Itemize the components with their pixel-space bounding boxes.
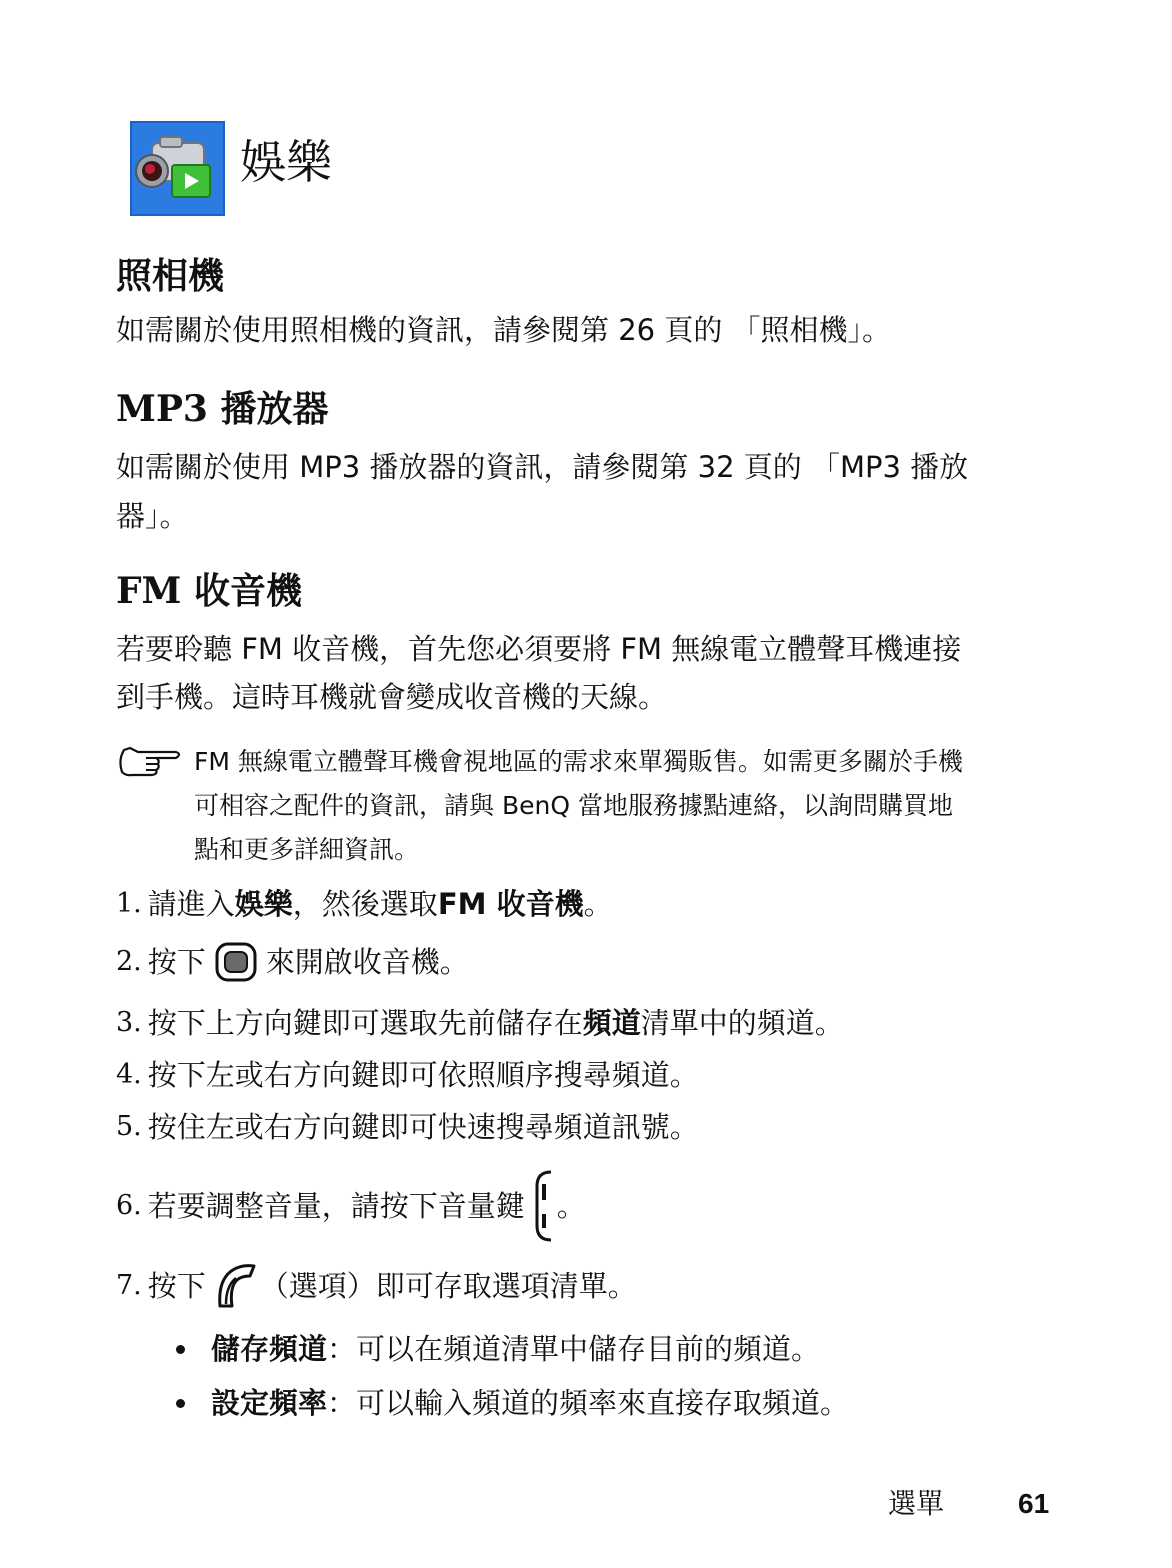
bullet-text: ：可以在頻道清單中儲存目前的頻道。 <box>327 1332 821 1366</box>
camera-play-icon <box>130 121 225 216</box>
step-text: ，然後選取 <box>292 887 438 921</box>
heading-latin: MP3 <box>116 388 208 430</box>
step-text: 清單中的頻道。 <box>640 1006 844 1040</box>
bullet-term: 儲存頻道 <box>211 1332 328 1366</box>
step-3 <box>116 1001 844 1045</box>
step-5 <box>116 1105 699 1149</box>
note-line: 可相容之配件的資訊，請與 BenQ 當地服務據點連絡，以詢問購買地 <box>194 791 953 820</box>
volume-key-icon <box>533 1170 555 1242</box>
step-number: 1. <box>116 888 142 919</box>
step-number: 4. <box>116 1059 142 1090</box>
step-6 <box>116 1170 586 1242</box>
heading-rest: 收音機 <box>181 571 302 612</box>
section-heading-fm <box>116 569 302 614</box>
step-number: 5. <box>116 1111 142 1142</box>
step-bold: 娛樂 <box>234 887 293 921</box>
bullet-text: ：可以輸入頻道的頻率來直接存取頻道。 <box>327 1386 850 1420</box>
bullet-dot <box>176 1399 185 1408</box>
step-text: 按住左或右方向鍵即可快速搜尋頻道訊號。 <box>147 1110 699 1144</box>
heading-rest: 播放器 <box>207 389 329 430</box>
bullet-term: 設定頻率 <box>211 1386 328 1420</box>
step-text: 。 <box>583 887 613 921</box>
pointing-hand-icon <box>116 742 184 778</box>
bullet-dot <box>176 1345 185 1354</box>
footer-section-label: 選單 <box>888 1487 945 1520</box>
heading-latin: FM <box>116 570 182 612</box>
step-number: 2. <box>116 946 142 977</box>
section-body-camera: 如需關於使用照相機的資訊，請參閱第 26 頁的 「照相機」。 <box>116 313 892 347</box>
step-text: 來開啟收音機。 <box>265 945 469 979</box>
bullet-item <box>170 1381 849 1425</box>
step-text: 按下左或右方向鍵即可依照順序搜尋頻道。 <box>147 1058 699 1092</box>
note-line: FM 無線電立體聲耳機會視地區的需求來單獨販售。如需更多關於手機 <box>194 747 963 776</box>
step-text: 按下上方向鍵即可選取先前儲存在 <box>147 1006 583 1040</box>
section-heading-mp3 <box>116 387 329 432</box>
section-heading-camera: 照相機 <box>116 256 225 297</box>
step-1 <box>116 882 613 926</box>
step-bold: 頻道 <box>582 1006 641 1040</box>
chapter-title: 娛樂 <box>240 135 332 189</box>
step-text: 請進入 <box>147 887 235 921</box>
section-body-mp3-line1: 如需關於使用 MP3 播放器的資訊，請參閱第 32 頁的 「MP3 播放 <box>116 450 969 484</box>
step-number: 6. <box>116 1190 142 1221</box>
note-line: 點和更多詳細資訊。 <box>194 835 420 864</box>
step-number: 7. <box>116 1270 142 1301</box>
step-bold: FM 收音機 <box>437 887 584 921</box>
center-key-icon <box>214 941 258 983</box>
step-text: 按下 <box>147 945 206 979</box>
section-body-fm-line2: 到手機。這時耳機就會變成收音機的天線。 <box>116 680 668 714</box>
step-7 <box>116 1262 637 1310</box>
step-text: 按下 <box>147 1269 206 1303</box>
page-number: 61 <box>1018 1488 1050 1519</box>
section-body-mp3-line2: 器」。 <box>116 499 189 533</box>
note-text <box>194 740 1074 872</box>
bullet-item <box>170 1327 820 1371</box>
step-number: 3. <box>116 1007 142 1038</box>
step-text: 若要調整音量，請按下音量鍵 <box>147 1189 525 1223</box>
step-4 <box>116 1053 699 1097</box>
section-body-fm-line1: 若要聆聽 FM 收音機，首先您必須要將 FM 無線電立體聲耳機連接 <box>116 632 962 666</box>
step-text: 。 <box>556 1189 586 1223</box>
step-2 <box>116 940 469 984</box>
step-text: （選項）即可存取選項清單。 <box>259 1269 637 1303</box>
left-soft-key-icon <box>214 1262 258 1310</box>
